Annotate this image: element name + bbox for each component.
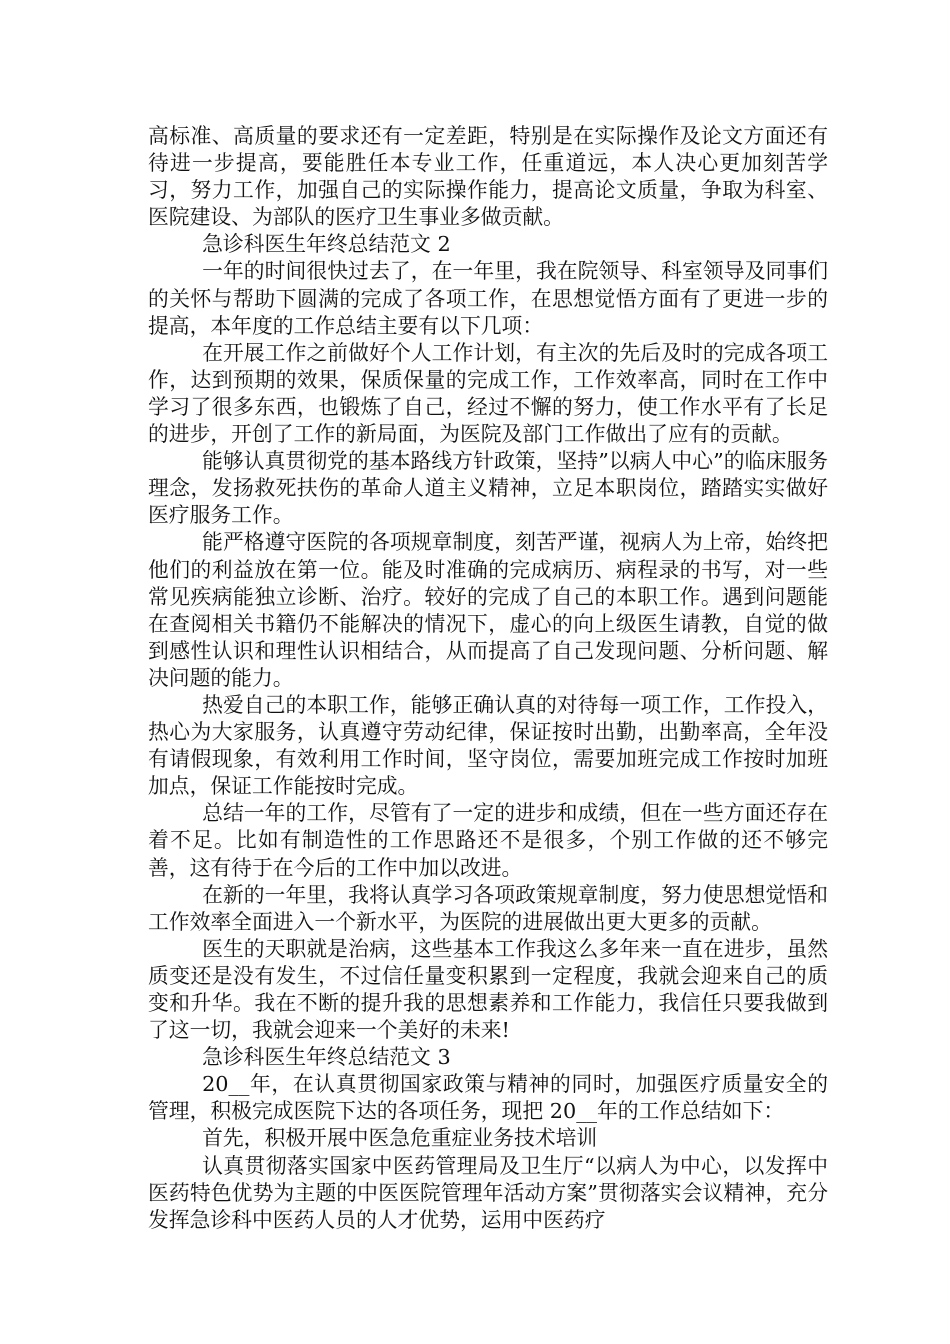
paragraph-7: 热爱自己的本职工作，能够正确认真的对待每一项工作，工作投入，热心为大家服务，认真遵守劳动纪律，保证按时出勤，出勤率高，全年没有请假现象，有效利用工作时间，坚守岗位，需要加班完成工作按时加班加点，保证工作能按时完成。 bbox=[148, 692, 828, 799]
paragraph-5: 能够认真贯彻党的基本路线方针政策，坚持”以病人中心”的临床服务理念，发扬救死扶伤的革命人道主义精神，立足本职岗位，踏踏实实做好医疗服务工作。 bbox=[148, 449, 828, 528]
paragraph-4: 在开展工作之前做好个人工作计划，有主次的先后及时的完成各项工作，达到预期的效果，保质保量的完成工作，工作效率高，同时在工作中学习了很多东西，也锻炼了自己，经过不懈的努力，使工作水平有了长足的进步，开创了工作的新局面，为医院及部门工作做出了应有的贡献。 bbox=[148, 340, 828, 447]
document-body bbox=[148, 123, 828, 1234]
paragraph-13: 首先，积极开展中医急危重症业务技术培训 bbox=[202, 1126, 598, 1151]
paragraph-8: 总结一年的工作，尽管有了一定的进步和成绩，但在一些方面还存在着不足。比如有制造性的工作思路还不是很多，个别工作做的还不够完善，这有待于在今后的工作中加以改进。 bbox=[148, 801, 828, 880]
section-heading-2: 急诊科医生年终总结范文 2 bbox=[202, 232, 451, 257]
section-heading-3: 急诊科医生年终总结范文 3 bbox=[202, 1045, 451, 1070]
paragraph-10: 医生的天职就是治病，这些基本工作我这么多年来一直在进步，虽然质变还是没有发生，不过信任量变积累到一定程度，我就会迎来自己的质变和升华。我在不断的提升我的思想素养和工作能力，我信任只要我做到了这一切，我就会迎来一个美好的未来! bbox=[148, 936, 828, 1043]
paragraph-14: 认真贯彻落实国家中医药管理局及卫生厅“以病人为中心，以发挥中医药特色优势为主题的中医医院管理年活动方案”贯彻落实会议精神，充分发挥急诊科中医药人员的人才优势，运用中医药疗 bbox=[148, 1153, 828, 1232]
paragraph-6: 能严格遵守医院的各项规章制度，刻苦严谨，视病人为上帝，始终把他们的利益放在第一位。能及时准确的完成病历、病程录的书写，对一些常见疾病能独立诊断、治疗。较好的完成了自己的本职工作。遇到问题能在查阅相关书籍仍不能解决的情况下，虚心的向上级医生请教，自觉的做到感性认识和理性认识相结合，从而提高了自己发现问题、分析问题、解决问题的能力。 bbox=[148, 530, 828, 690]
paragraph-9: 在新的一年里，我将认真学习各项政策规章制度，努力使思想觉悟和工作效率全面进入一个新水平，为医院的进展做出更大更多的贡献。 bbox=[148, 882, 828, 934]
paragraph-1: 高标准、高质量的要求还有一定差距，特别是在实际操作及论文方面还有待进一步提高，要能胜任本专业工作，任重道远，本人决心更加刻苦学习，努力工作，加强自己的实际操作能力，提高论文质量，争取为科室、医院建设、为部队的医疗卫生事业多做贡献。 bbox=[148, 124, 828, 230]
paragraph-3: 一年的时间很快过去了，在一年里，我在院领导、科室领导及同事们的关怀与帮助下圆满的完成了各项工作，在思想觉悟方面有了更进一步的提高，本年度的工作总结主要有以下几项： bbox=[148, 259, 828, 338]
paragraph-12: 20__年，在认真贯彻国家政策与精神的同时，加强医疗质量安全的管理，积极完成医院下达的各项任务，现把 20__年的工作总结如下： bbox=[148, 1072, 828, 1124]
